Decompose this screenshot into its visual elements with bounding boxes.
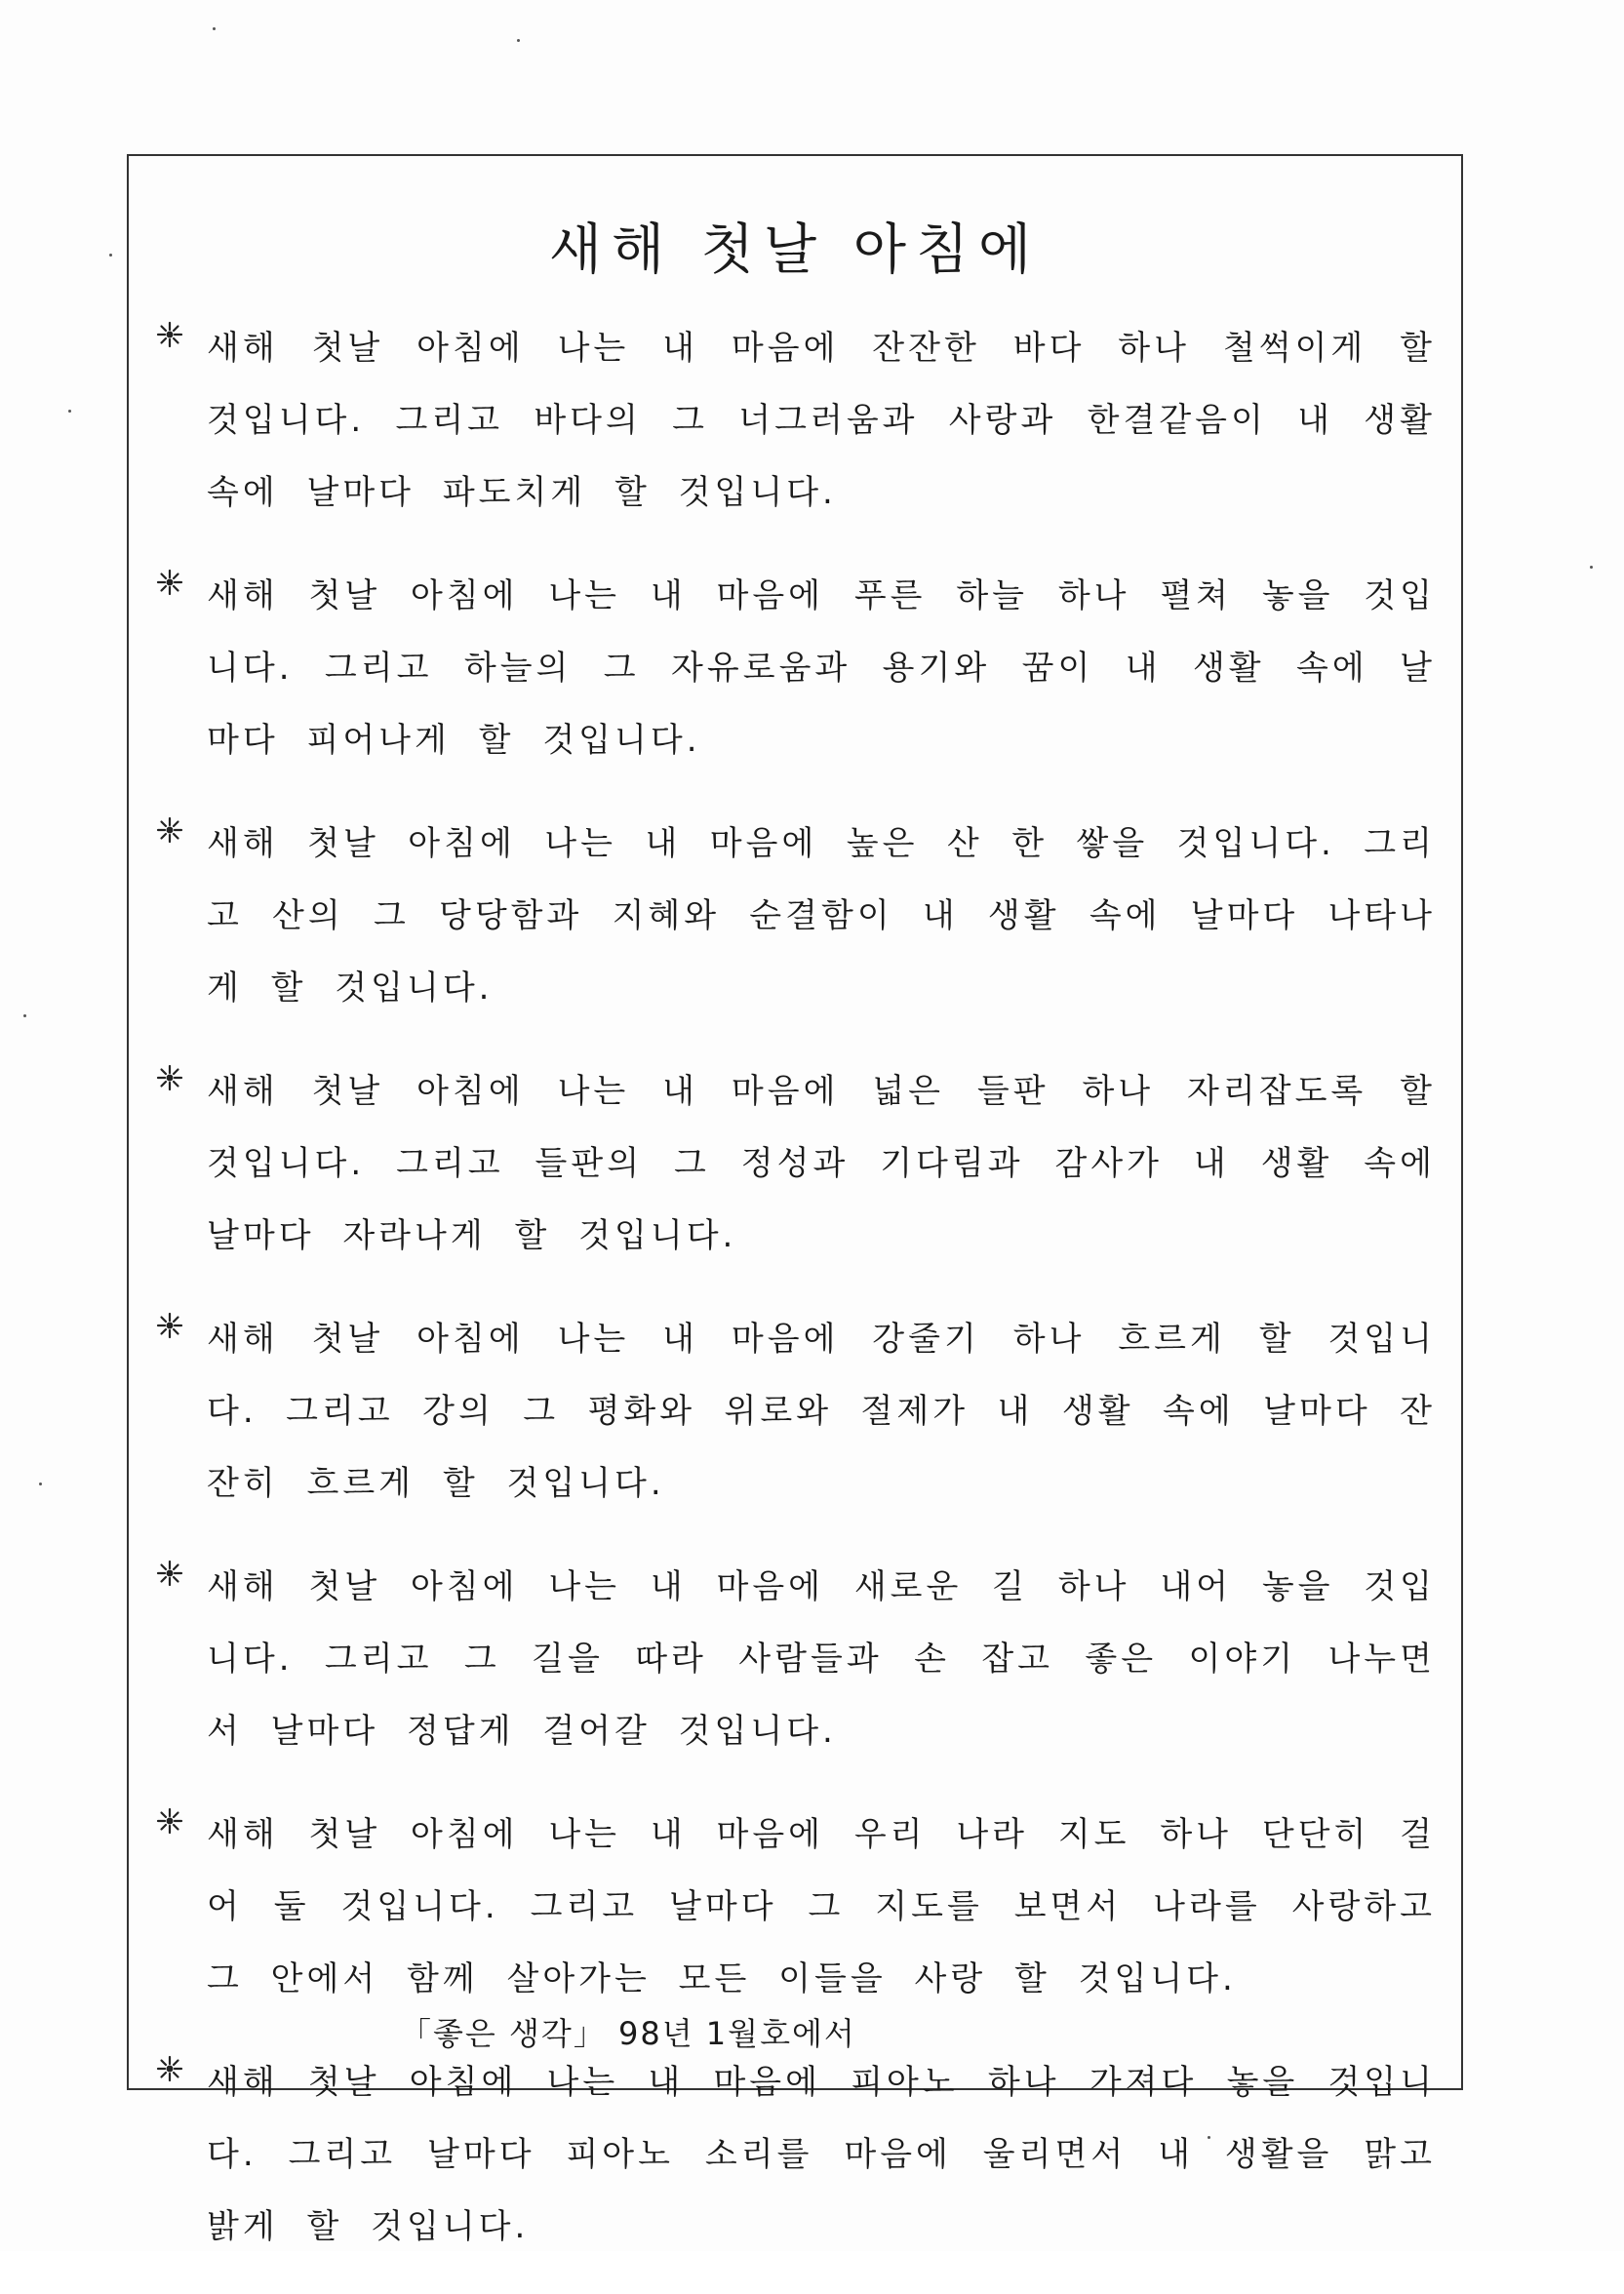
scan-speck (23, 1014, 26, 1017)
scan-speck (39, 1483, 42, 1485)
paragraph-text: 새해 첫날 아침에 나는 내 마음에 높은 산 한 쌓을 것입니다. 그리고 산의 그 당당함과 지혜와 순결함이 내 생활 속에 날마다 나타나게 할 것입니다. (207, 824, 1436, 1008)
list-item (148, 1303, 1436, 1520)
sunburst-bullet-icon (156, 321, 183, 348)
paragraph-list (148, 312, 1436, 2294)
scan-speck (68, 410, 71, 413)
list-item (148, 2046, 1436, 2263)
bordered-frame (127, 154, 1463, 2246)
list-item (148, 312, 1436, 529)
sunburst-bullet-icon (156, 1064, 183, 1091)
scan-speck (1590, 566, 1593, 569)
sunburst-bullet-icon (156, 816, 183, 844)
sunburst-bullet-icon (156, 2055, 183, 2082)
paragraph-text: 새해 첫날 아침에 나는 내 마음에 강줄기 하나 흐르게 할 것입니다. 그리고 강의 그 평화와 위로와 절제가 내 생활 속에 날마다 잔잔히 흐르게 할 것입니다. (207, 1320, 1436, 1503)
list-item (148, 1799, 1436, 2015)
sunburst-bullet-icon (156, 1807, 183, 1835)
paragraph-text: 새해 첫날 아침에 나는 내 마음에 새로운 길 하나 내어 놓을 것입니다. 그리고 그 길을 따라 사람들과 손 잡고 좋은 이야기 나누면서 날마다 정답게 걸어갈 것입니다. (207, 1567, 1436, 1751)
sunburst-bullet-icon (156, 1560, 183, 1587)
source-citation: 「좋은 생각」 98년 1월호에서 (400, 2015, 856, 2052)
paragraph-text: 새해 첫날 아침에 나는 내 마음에 우리 나라 지도 하나 단단히 걸어 둘 것입니다. 그리고 날마다 그 지도를 보면서 나라를 사랑하고 그 안에서 함께 살아가는 모든 이들을 사랑 할 것입니다. (207, 1815, 1436, 1998)
paragraph-text: 새해 첫날 아침에 나는 내 마음에 넓은 들판 하나 자리잡도록 할 것입니다. 그리고 들판의 그 정성과 기다림과 감사가 내 생활 속에 날마다 자라나게 할 것입니다. (207, 1072, 1436, 1255)
list-item (148, 1055, 1436, 1272)
page-title: 새해 첫날 아침에 (548, 218, 1042, 282)
scan-speck (109, 254, 112, 257)
scan-speck (517, 39, 520, 42)
sunburst-bullet-icon (156, 569, 183, 596)
scan-speck (213, 27, 216, 30)
list-item (148, 560, 1436, 776)
list-item (148, 808, 1436, 1024)
list-item (148, 1551, 1436, 1767)
paragraph-text: 새해 첫날 아침에 나는 내 마음에 푸른 하늘 하나 펼쳐 놓을 것입니다. 그리고 하늘의 그 자유로움과 용기와 꿈이 내 생활 속에 날마다 피어나게 할 것입니다. (207, 576, 1436, 760)
sunburst-bullet-icon (156, 1312, 183, 1339)
paragraph-text: 새해 첫날 아침에 나는 내 마음에 잔잔한 바다 하나 철썩이게 할 것입니다. 그리고 바다의 그 너그러움과 사랑과 한결같음이 내 생활 속에 날마다 파도치게 할 것입니다. (207, 329, 1436, 512)
paragraph-text: 새해 첫날 아침에 나는 내 마음에 피아노 하나 가져다 놓을 것입니다. 그리고 날마다 피아노 소리를 마음에 울리면서 내 생활을 맑고 밝게 할 것입니다. (207, 2063, 1436, 2246)
